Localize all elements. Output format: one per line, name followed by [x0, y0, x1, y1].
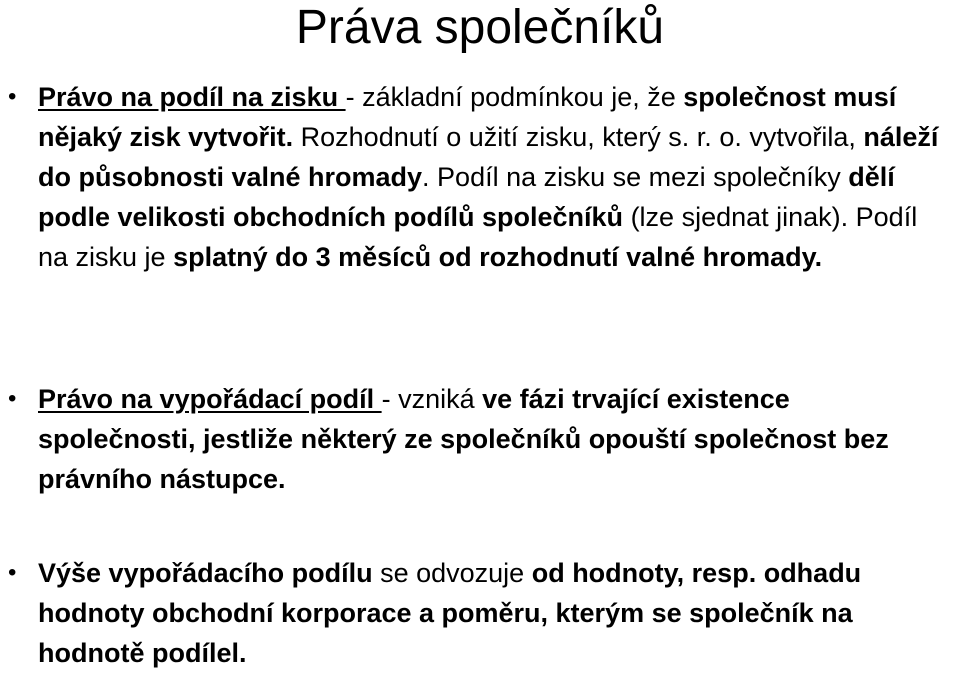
text-segment: - vzniká: [381, 384, 483, 414]
text-segment: se odvozuje: [372, 558, 532, 588]
bullet-dot-icon: •: [8, 559, 17, 586]
text-segment: - základní podmínkou je, že: [345, 82, 684, 112]
bullet-heading: Právo na podíl na zisku: [38, 82, 346, 112]
bullet-heading: Výše vypořádacího podílu: [38, 558, 373, 588]
text-segment: Rozhodnutí o užití zisku, který s. r. o. vytvořila,: [293, 122, 864, 152]
bullet-item-settlement-share: [8, 379, 954, 499]
text-segment: (lze sjednat jinak). Podíl na zisku je: [38, 202, 918, 272]
bullet-dot-icon: •: [8, 385, 17, 412]
text-segment: ve fázi trvající existence společnosti, jestliže některý ze společníků opouští společnost bez právního nástupce.: [38, 384, 889, 494]
text-segment: . Podíl na zisku se mezi společníky: [422, 162, 849, 192]
text-segment: dělí podle velikosti obchodních podílů společníků: [38, 162, 895, 232]
text-segment: splatný do 3 měsíců od rozhodnutí valné hromady.: [173, 242, 823, 272]
slide-title: Práva společníků: [295, 1, 665, 54]
text-segment: společnost musí nějaký zisk vytvořit.: [38, 82, 897, 152]
text-segment: od hodnoty, resp. odhadu hodnoty obchodní korporace a poměru, kterým se společník na hodnotě podílel.: [38, 558, 862, 668]
bullet-heading: Právo na vypořádací podíl: [38, 384, 382, 414]
bullet-dot-icon: •: [8, 83, 17, 110]
bullet-item-settlement-amount: [8, 553, 954, 673]
bullet-item-profit-share: [8, 77, 954, 277]
text-segment: náleží do působnosti valné hromady: [38, 122, 939, 192]
